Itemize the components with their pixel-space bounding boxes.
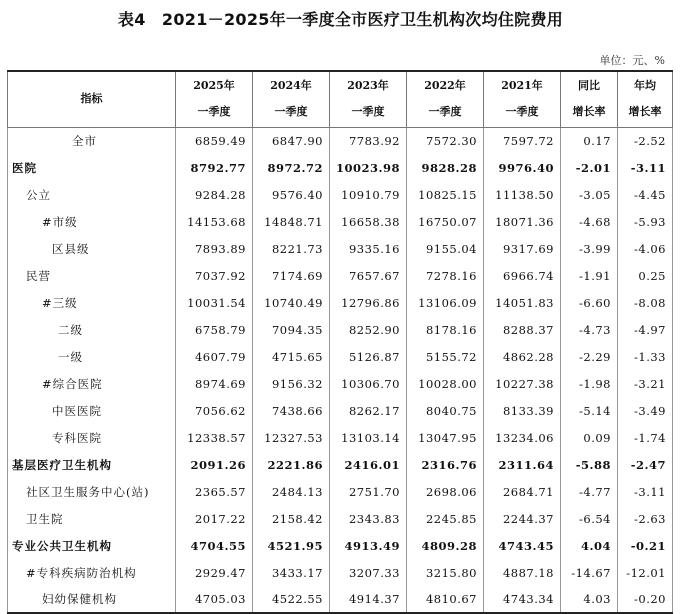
cell-2024: 9576.40: [253, 181, 330, 208]
cell-2023: 8252.90: [330, 316, 407, 343]
cell-yoy: -5.88: [561, 451, 618, 478]
cell-2022: 8178.16: [407, 316, 484, 343]
cell-2022: 9828.28: [407, 154, 484, 181]
cell-avg: -5.93: [618, 208, 673, 235]
row-label: 专业公共卫生机构: [8, 532, 176, 559]
cell-2023: 10023.98: [330, 154, 407, 181]
table-row: [8, 478, 673, 505]
cell-2025: 14153.68: [176, 208, 253, 235]
expense-table: [7, 70, 673, 614]
cell-avg: -4.06: [618, 235, 673, 262]
cell-avg: -3.11: [618, 154, 673, 181]
table-row: [8, 181, 673, 208]
cell-2024: 9156.32: [253, 370, 330, 397]
cell-yoy: -2.29: [561, 343, 618, 370]
cell-2023: 13103.14: [330, 424, 407, 451]
cell-avg: -2.52: [618, 127, 673, 154]
cell-yoy: -6.54: [561, 505, 618, 532]
cell-2021: 2244.37: [484, 505, 561, 532]
cell-2021: 14051.83: [484, 289, 561, 316]
cell-2022: 3215.80: [407, 559, 484, 586]
table-row: [8, 262, 673, 289]
cell-2024: 10740.49: [253, 289, 330, 316]
table-row: [8, 532, 673, 559]
header-row: [8, 71, 673, 127]
table-row: [8, 505, 673, 532]
cell-yoy: 0.09: [561, 424, 618, 451]
cell-yoy: -4.77: [561, 478, 618, 505]
cell-yoy: -14.67: [561, 559, 618, 586]
header-2022-quarter: 一季度: [428, 105, 462, 119]
cell-yoy: 0.17: [561, 127, 618, 154]
row-label: #市级: [8, 208, 176, 235]
header-2022-year: 2022年: [424, 79, 466, 93]
cell-2025: 7056.62: [176, 397, 253, 424]
header-avg-line1: 年均: [634, 79, 656, 93]
cell-2024: 4715.65: [253, 343, 330, 370]
cell-2021: 4887.18: [484, 559, 561, 586]
cell-2021: 2684.71: [484, 478, 561, 505]
cell-2024: 4522.55: [253, 586, 330, 613]
table-row: [8, 154, 673, 181]
cell-avg: -2.63: [618, 505, 673, 532]
cell-2025: 4607.79: [176, 343, 253, 370]
header-indicator: 指标: [8, 71, 176, 127]
cell-avg: -3.49: [618, 397, 673, 424]
row-label: #综合医院: [8, 370, 176, 397]
cell-2021: 9317.69: [484, 235, 561, 262]
cell-2022: 2245.85: [407, 505, 484, 532]
cell-2024: 2484.13: [253, 478, 330, 505]
header-2021: [484, 71, 561, 127]
cell-yoy: 4.03: [561, 586, 618, 613]
header-2021-year: 2021年: [501, 79, 543, 93]
cell-2021: 8133.39: [484, 397, 561, 424]
cell-yoy: -1.91: [561, 262, 618, 289]
cell-yoy: 4.04: [561, 532, 618, 559]
cell-2022: 7278.16: [407, 262, 484, 289]
cell-2024: 12327.53: [253, 424, 330, 451]
cell-2023: 4914.37: [330, 586, 407, 613]
cell-yoy: -2.01: [561, 154, 618, 181]
row-label: 二级: [8, 316, 176, 343]
cell-2024: 2221.86: [253, 451, 330, 478]
cell-2021: 10227.38: [484, 370, 561, 397]
row-label: #专科疾病防治机构: [8, 559, 176, 586]
cell-2025: 2929.47: [176, 559, 253, 586]
cell-2025: 10031.54: [176, 289, 253, 316]
header-2022: [407, 71, 484, 127]
header-yoy-line2: 增长率: [572, 105, 606, 119]
cell-2022: 9155.04: [407, 235, 484, 262]
cell-2023: 5126.87: [330, 343, 407, 370]
cell-2023: 2416.01: [330, 451, 407, 478]
cell-2025: 4704.55: [176, 532, 253, 559]
cell-2023: 8262.17: [330, 397, 407, 424]
row-label: 社区卫生服务中心(站): [8, 478, 176, 505]
cell-2022: 13106.09: [407, 289, 484, 316]
cell-2024: 2158.42: [253, 505, 330, 532]
table-row: [8, 370, 673, 397]
cell-2023: 16658.38: [330, 208, 407, 235]
table-row: [8, 397, 673, 424]
cell-2023: 3207.33: [330, 559, 407, 586]
cell-2025: 2017.22: [176, 505, 253, 532]
cell-2024: 6847.90: [253, 127, 330, 154]
cell-2023: 12796.86: [330, 289, 407, 316]
cell-2025: 8792.77: [176, 154, 253, 181]
table-row: [8, 451, 673, 478]
cell-2022: 4810.67: [407, 586, 484, 613]
cell-2023: 7783.92: [330, 127, 407, 154]
header-2023-year: 2023年: [347, 79, 389, 93]
header-2021-quarter: 一季度: [505, 105, 539, 119]
cell-2023: 7657.67: [330, 262, 407, 289]
table-row: [8, 289, 673, 316]
row-label: 中医医院: [8, 397, 176, 424]
header-avg: [618, 71, 673, 127]
header-yoy-line1: 同比: [578, 79, 600, 93]
row-label: 医院: [8, 154, 176, 181]
cell-2021: 6966.74: [484, 262, 561, 289]
table-row: [8, 343, 673, 370]
cell-2021: 18071.36: [484, 208, 561, 235]
header-2023-quarter: 一季度: [351, 105, 385, 119]
cell-2025: 7037.92: [176, 262, 253, 289]
cell-2021: 13234.06: [484, 424, 561, 451]
cell-avg: -1.33: [618, 343, 673, 370]
cell-avg: -1.74: [618, 424, 673, 451]
cell-2022: 7572.30: [407, 127, 484, 154]
cell-2023: 4913.49: [330, 532, 407, 559]
cell-2025: 7893.89: [176, 235, 253, 262]
cell-avg: -0.20: [618, 586, 673, 613]
table-row: [8, 127, 673, 154]
cell-2022: 13047.95: [407, 424, 484, 451]
cell-2023: 2751.70: [330, 478, 407, 505]
row-label: 专科医院: [8, 424, 176, 451]
header-2025: [176, 71, 253, 127]
cell-2024: 8972.72: [253, 154, 330, 181]
row-label: 区县级: [8, 235, 176, 262]
row-label: 妇幼保健机构: [8, 586, 176, 613]
cell-yoy: -1.98: [561, 370, 618, 397]
table-row: [8, 559, 673, 586]
cell-2021: 4743.34: [484, 586, 561, 613]
header-2024-quarter: 一季度: [274, 105, 308, 119]
header-2025-quarter: 一季度: [197, 105, 231, 119]
cell-2021: 7597.72: [484, 127, 561, 154]
cell-2025: 8974.69: [176, 370, 253, 397]
cell-yoy: -5.14: [561, 397, 618, 424]
cell-avg: -8.08: [618, 289, 673, 316]
cell-avg: 0.25: [618, 262, 673, 289]
row-label: #三级: [8, 289, 176, 316]
cell-2023: 10306.70: [330, 370, 407, 397]
cell-2025: 9284.28: [176, 181, 253, 208]
cell-2022: 4809.28: [407, 532, 484, 559]
cell-2022: 2698.06: [407, 478, 484, 505]
cell-avg: -12.01: [618, 559, 673, 586]
cell-2024: 14848.71: [253, 208, 330, 235]
unit-note: 单位：元、%: [599, 54, 665, 67]
cell-2022: 16750.07: [407, 208, 484, 235]
table-title: 表4 2021－2025年一季度全市医疗卫生机构次均住院费用: [117, 10, 564, 29]
cell-2022: 10028.00: [407, 370, 484, 397]
cell-avg: -3.11: [618, 478, 673, 505]
cell-2025: 2091.26: [176, 451, 253, 478]
cell-2021: 9976.40: [484, 154, 561, 181]
cell-yoy: -6.60: [561, 289, 618, 316]
cell-2021: 8288.37: [484, 316, 561, 343]
table-row: [8, 235, 673, 262]
cell-2022: 2316.76: [407, 451, 484, 478]
cell-avg: -3.21: [618, 370, 673, 397]
table-row: [8, 586, 673, 613]
cell-2025: 6859.49: [176, 127, 253, 154]
cell-2023: 2343.83: [330, 505, 407, 532]
cell-2024: 8221.73: [253, 235, 330, 262]
row-label: 基层医疗卫生机构: [8, 451, 176, 478]
cell-2024: 7438.66: [253, 397, 330, 424]
cell-avg: -4.97: [618, 316, 673, 343]
cell-2025: 6758.79: [176, 316, 253, 343]
cell-yoy: -3.99: [561, 235, 618, 262]
cell-2022: 8040.75: [407, 397, 484, 424]
cell-2025: 4705.03: [176, 586, 253, 613]
cell-2024: 7094.35: [253, 316, 330, 343]
header-2024-year: 2024年: [270, 79, 312, 93]
header-2023: [330, 71, 407, 127]
cell-2021: 11138.50: [484, 181, 561, 208]
table-row: [8, 208, 673, 235]
cell-2024: 3433.17: [253, 559, 330, 586]
header-avg-line2: 增长率: [628, 105, 662, 119]
header-yoy: [561, 71, 618, 127]
cell-2022: 10825.15: [407, 181, 484, 208]
cell-2021: 2311.64: [484, 451, 561, 478]
cell-avg: -0.21: [618, 532, 673, 559]
row-label: 公立: [8, 181, 176, 208]
cell-avg: -2.47: [618, 451, 673, 478]
cell-2024: 7174.69: [253, 262, 330, 289]
row-label: 全市: [8, 127, 176, 154]
table-row: [8, 424, 673, 451]
table-row: [8, 316, 673, 343]
cell-2023: 9335.16: [330, 235, 407, 262]
cell-avg: -4.45: [618, 181, 673, 208]
cell-2023: 10910.79: [330, 181, 407, 208]
cell-2025: 2365.57: [176, 478, 253, 505]
row-label: 一级: [8, 343, 176, 370]
cell-yoy: -3.05: [561, 181, 618, 208]
row-label: 民营: [8, 262, 176, 289]
cell-2024: 4521.95: [253, 532, 330, 559]
cell-2021: 4862.28: [484, 343, 561, 370]
cell-2025: 12338.57: [176, 424, 253, 451]
row-label: 卫生院: [8, 505, 176, 532]
cell-yoy: -4.73: [561, 316, 618, 343]
header-2024: [253, 71, 330, 127]
cell-yoy: -4.68: [561, 208, 618, 235]
cell-2022: 5155.72: [407, 343, 484, 370]
cell-2021: 4743.45: [484, 532, 561, 559]
header-2025-year: 2025年: [193, 79, 235, 93]
